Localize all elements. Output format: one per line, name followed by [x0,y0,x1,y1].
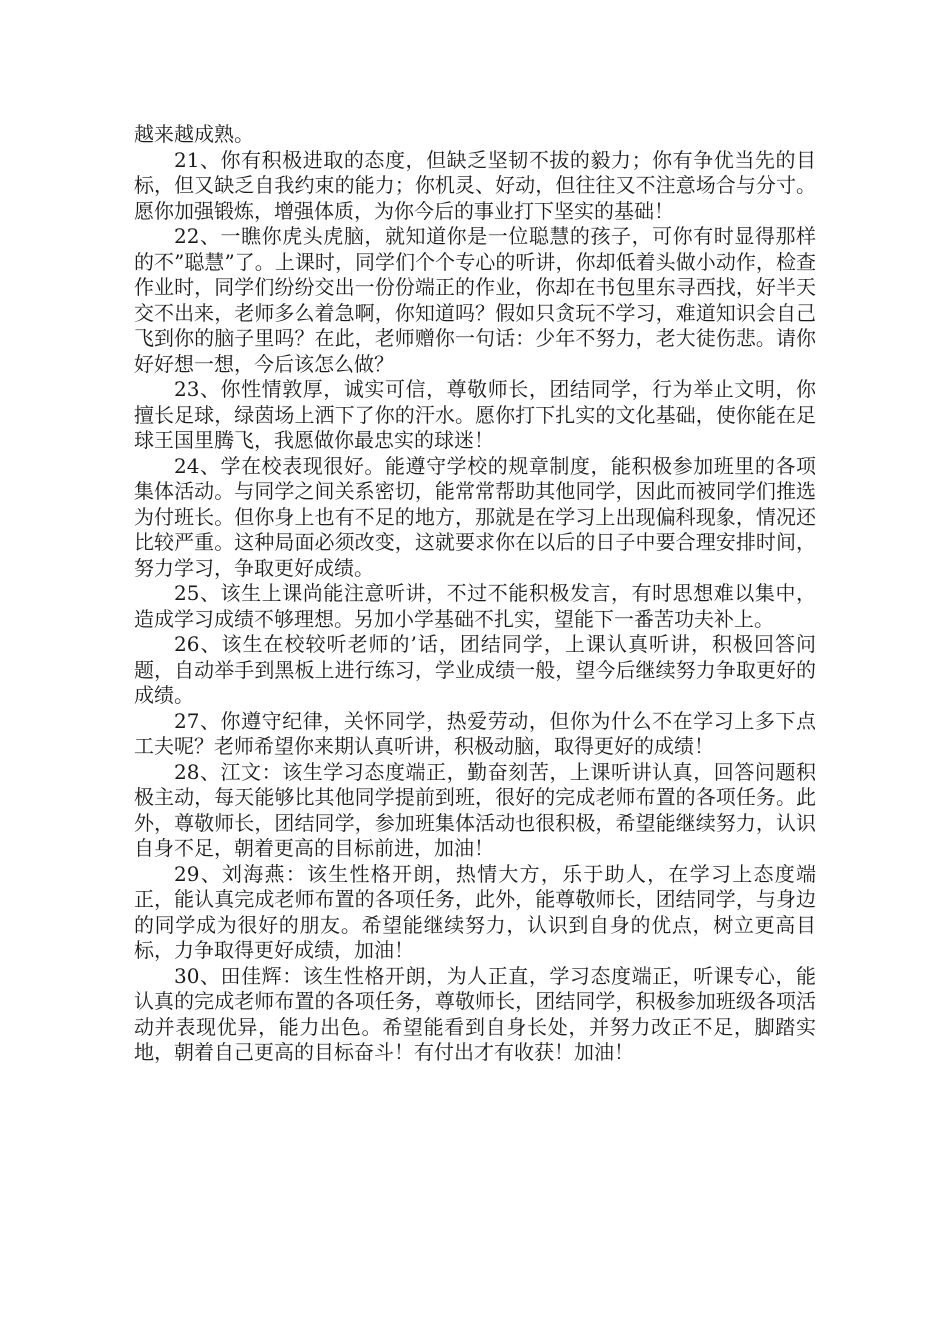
comment-24: 24、学在校表现很好。能遵守学校的规章制度，能积极参加班里的各项集体活动。与同学之间关系密切，能常常帮助其他同学，因此而被同学们推选为付班长。但你身上也有不足的地方，那就是在学习上出现偏科现象，情况还比较严重。这种局面必须改变，这就要求你在以后的日子中要合理安排时间，努力学习，争取更好成绩。 [134,453,816,580]
comment-23: 23、你性情敦厚，诚实可信，尊敬师长，团结同学，行为举止文明，你擅长足球，绿茵场上洒下了你的汗水。愿你打下扎实的文化基础，使你能在足球王国里腾飞，我愿做你最忠实的球迷！ [134,377,816,452]
comment-27: 27、你遵守纪律，关怀同学，热爱劳动，但你为什么不在学习上多下点工夫呢？老师希望你来期认真听讲，积极动脑，取得更好的成绩！ [134,708,816,758]
comment-26: 26、该生在校较听老师的’话，团结同学，上课认真听讲，积极回答问题，自动举手到黑板上进行练习，学业成绩一般，望今后继续努力争取更好的成绩。 [134,632,816,707]
comment-22: 22、一瞧你虎头虎脑，就知道你是一位聪慧的孩子，可你有时显得那样的不”聪慧”了。上课时，同学们个个专心的听讲，你却低着头做小动作，检查作业时，同学们纷纷交出一份份端正的作业，你却在书包里东寻西找，好半天交不出来，老师多么着急啊，你知道吗？假如只贪玩不学习，难道知识会自己飞到你的脑子里吗？在此，老师赠你一句话：少年不努力，老大徒伤悲。请你好好想一想，今后该怎么做？ [134,224,816,376]
comment-29: 29、刘海燕：该生性格开朗，热情大方，乐于助人，在学习上态度端正，能认真完成老师布置的各项任务，此外，能尊敬师长，团结同学，与身边的同学成为很好的朋友。希望能继续努力，认识到自身的优点，树立更高目标，力争取得更好成绩，加油！ [134,861,816,962]
continued-text: 越来越成熟。 [134,122,254,146]
comment-30: 30、田佳辉：该生性格开朗，为人正直，学习态度端正，听课专心，能认真的完成老师布置的各项任务，尊敬师长，团结同学，积极参加班级各项活动并表现优异，能力出色。希望能看到自身长处，并努力改正不足，脚踏实地，朝着自己更高的目标奋斗！有付出才有收获！加油！ [134,963,816,1064]
comment-25: 25、该生上课尚能注意听讲，不过不能积极发言，有时思想难以集中，造成学习成绩不够理想。另加小学基础不扎实，望能下一番苦功夫补上。 [134,581,816,631]
document-body [134,122,816,1066]
comment-21: 21、你有积极进取的态度，但缺乏坚韧不拔的毅力；你有争优当先的目标，但又缺乏自我约束的能力；你机灵、好动，但往往又不注意场合与分寸。愿你加强锻炼，增强体质，为你今后的事业打下坚实的基础！ [134,147,816,223]
comment-28: 28、江文：该生学习态度端正，勤奋刻苦，上课听讲认真，回答问题积极主动，每天能够比其他同学提前到班，很好的完成老师布置的各项任务。此外，尊敬师长，团结同学，参加班集体活动也很积极，希望能继续努力，认识自身不足，朝着更高的目标前进，加油！ [134,759,816,860]
